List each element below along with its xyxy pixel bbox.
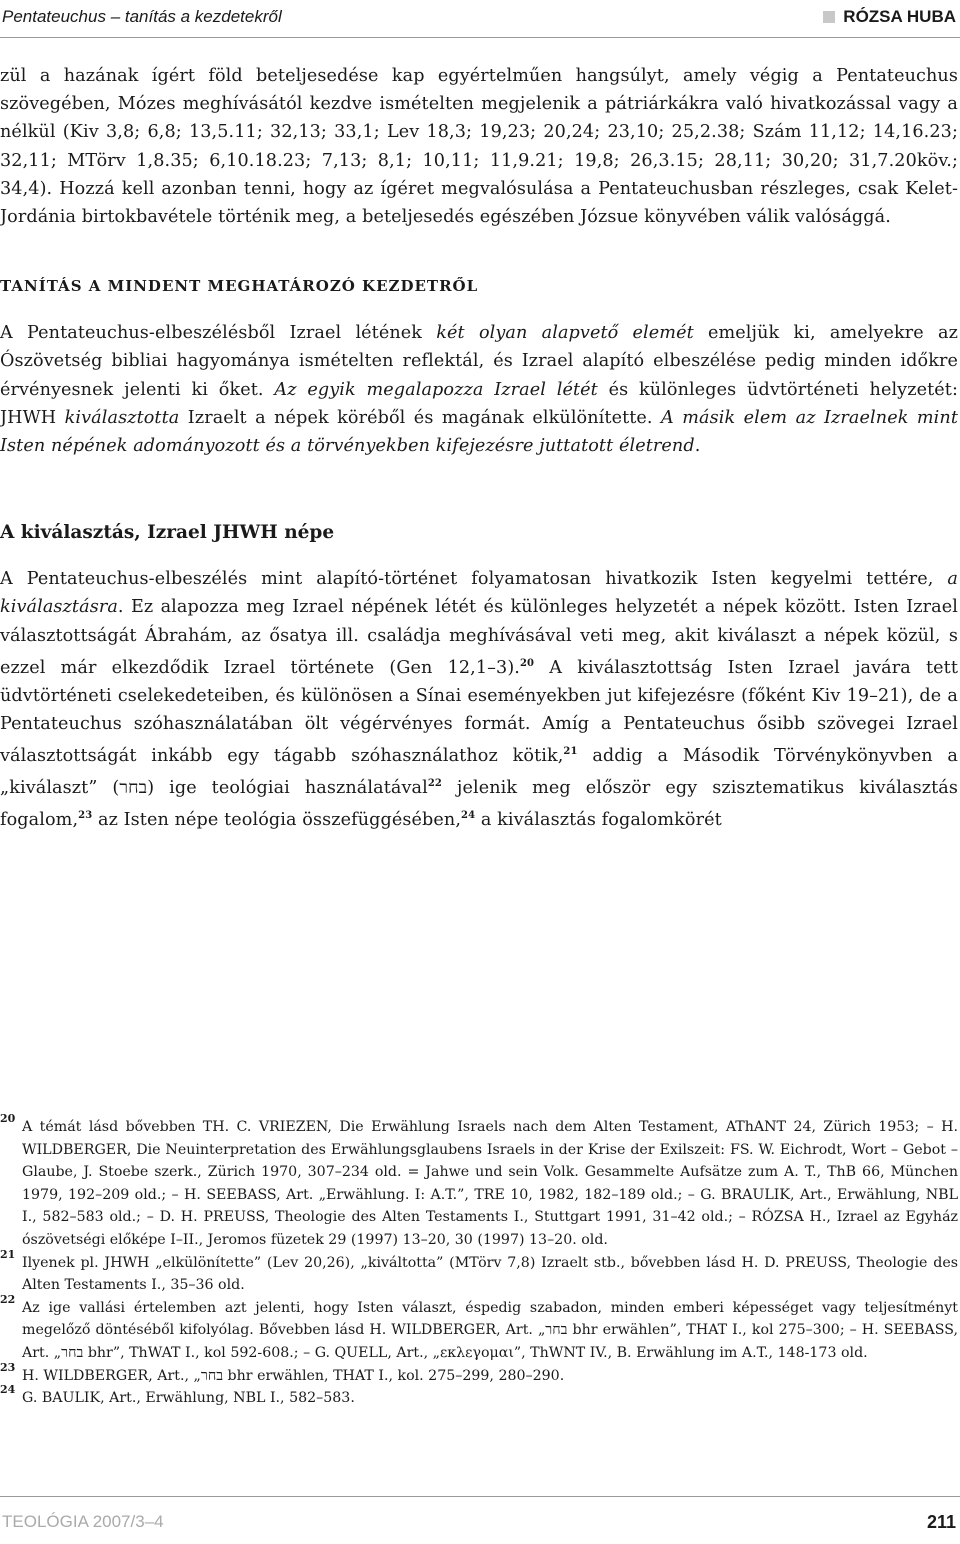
running-head xyxy=(0,0,960,38)
emphasis: két olyan alapvető elemét xyxy=(436,323,694,344)
square-icon xyxy=(823,11,835,23)
footnote-ref[interactable]: 20 xyxy=(520,657,535,669)
footnote-number: 20 xyxy=(0,1112,16,1125)
footnote-23 xyxy=(0,1360,958,1388)
author-name: RÓZSA HUBA xyxy=(843,7,956,26)
footnote-text: A témát lásd bővebben TH. C. VRIEZEN, Die Erwählung Israels nach dem Alten Testament, AThANT 24, Zürich 1953; – H. WILDBERGER, Die Neuinterpretation des Erwählungsglaubens Israels in der Krise der Exilszeit: FS. W. Eichrodt, Wort – Gebot – Glaube, J. Stoebe szerk., Zürich 1970, 307–234 old. = Jahwe und sein Volk. Gesammelte Aufsätze zum A. T., ThB 66, München 1979, 192–209 old.; – H. SEEBASS, Art. „Erwählung. I: A.T.”, TRE 10, 1982, 182–189 old.; – G. BRAULIK, Art., Erwählung, NBL I., 582–583 old.; – D. H. PREUSS, Theologie des Alten Testaments I., Stuttgart 1991, 31–42 old.; – RÓZSA H., Izrael az Egyház ószövetségi előképe I–II., Jeromos füzetek 29 (1997) 13–20, 30 (1997) 13–20. old. xyxy=(22,1119,958,1248)
footer-divider xyxy=(0,1496,960,1497)
text-run: addig a Második Törvénykönyvben a „kiválaszt” (בחר) ige teológiai használatával xyxy=(0,746,958,799)
text-run: A Pentateuchus-elbeszélésből Izrael létének xyxy=(0,323,437,344)
footnote-ref[interactable]: 23 xyxy=(78,810,93,822)
journal-issue: TEOLÓGIA 2007/3–4 xyxy=(2,1512,164,1531)
text-run: . Ez alapozza meg Izrael népének létét és különleges helyzetét a népek között. Isten Izrael választottságát Ábrahám, az ősatya ill. családja meghívásával veti meg, akit kiválaszt a népek közül, s ezzel már elkezdődik Izrael története (Gen 12,1–3). xyxy=(0,597,958,678)
footnote-21 xyxy=(0,1247,958,1297)
text-run: a kiválasztás fogalomkörét xyxy=(475,810,722,831)
footnote-ref[interactable]: 21 xyxy=(563,746,578,758)
text-run: emeljük ki, amelyekre az Ószövetség bibliai hagyománya ismételten reflektál, és Izrael alapító elbeszélése pedig minden időkre érvényesnek jelenti ki őket. xyxy=(0,323,958,400)
paragraph-teaching xyxy=(0,319,958,460)
footnote-number: 23 xyxy=(0,1360,16,1374)
page-footer xyxy=(0,1496,960,1544)
section-heading: TANÍTÁS A MINDENT MEGHATÁROZÓ KEZDETRŐL xyxy=(0,277,479,296)
running-head-author xyxy=(823,7,956,27)
text-run: A kiválasztottság Isten Izrael javára tett üdvtörténeti cselekedeteiben, és különösen a Sínai eseményekben jut kifejezésre (főként Kiv 19–21), de a Pentateuchus szóhasználatában ölt végérvényes formát. Amíg a Pentateuchus ősibb szövegei Izrael választottságát inkább egy tágabb szóhasználathoz kötik, xyxy=(0,657,959,767)
footnote-text: Ilyenek pl. JHWH „elkülönítette” (Lev 20,26), „kiváltotta” (MTörv 7,8) Izraelt stb., bővebben lásd H. D. PREUSS, Theologie des Alten Testaments I., 35–36 old. xyxy=(22,1254,958,1294)
footnote-number: 22 xyxy=(0,1292,16,1306)
subsection-heading: A kiválasztás, Izrael JHWH népe xyxy=(0,522,335,544)
header-divider xyxy=(0,37,960,38)
running-head-title: Pentateuchus – tanítás a kezdetekről xyxy=(2,7,282,26)
emphasis: kiválasztotta xyxy=(64,407,180,428)
page-number: 211 xyxy=(926,1512,956,1532)
main-text xyxy=(0,62,958,835)
footnote-ref[interactable]: 24 xyxy=(461,810,476,822)
paragraph-election xyxy=(0,565,958,834)
emphasis: a kiválasztásra xyxy=(0,569,958,618)
footnote-22 xyxy=(0,1292,958,1365)
footnote-text: H. WILDBERGER, Art., „בחר bhr erwählen, THAT I., kol. 275–299, 280–290. xyxy=(22,1367,565,1384)
footnote-number: 24 xyxy=(0,1383,16,1397)
text-run: és különleges üdvtörténeti helyzetét: JHWH xyxy=(0,379,958,428)
emphasis: A másik elem az Izraelnek mint Isten népének adományozott és a törvényekben kifejezésre juttatott életrend xyxy=(0,407,958,457)
footnote-text: G. BAULIK, Art., Erwählung, NBL I., 582–583. xyxy=(22,1390,355,1407)
text-run: Izraelt a népek köréből és magának elkülönítette. xyxy=(179,407,662,428)
paragraph-continuation: zül a hazának ígért föld beteljesedése kap egyértelműen hangsúlyt, amely végig a Pentateuchus szövegében, Mózes meghívásától kezdve ismételten megjelenik a pátriárkákra való hivatkozással vagy a nélkül (Kiv 3,8; 6,8; 13,5.11; 32,13; 33,1; Lev 18,3; 19,23; 20,24; 23,10; 25,2.38; Szám 11,12; 14,16.23; 32,11; MTörv 1,8.35; 6,10.18.23; 7,13; 8,1; 10,11; 11,9.21; 19,8; 26,3.15; 28,11; 30,20; 31,7.20köv.; 34,4). Hozzá kell azonban tenni, hogy az ígéret megvalósulása a Pentateuchusban részleges, csak Kelet-Jordánia birtokbavétele történik meg, a beteljesedés egészében Józsue könyvében válik valósággá. xyxy=(0,66,958,228)
text-run: A Pentateuchus-elbeszélés mint alapító-történet folyamatosan hivatkozik Isten kegyelmi tettére, xyxy=(0,569,948,590)
text-run: az Isten népe teológia összefüggésében, xyxy=(92,810,462,831)
text-run: jelenik meg először egy szisztematikus kiválasztás fogalom, xyxy=(0,778,958,831)
footnote-24 xyxy=(0,1383,958,1410)
footnote-20 xyxy=(0,1112,958,1252)
footnote-text: Az ige vallási értelemben azt jelenti, hogy Isten választ, éspedig szabadon, minden emberi képességet vagy teljesítményt megelőző döntéséből kifolyólag. Bővebben lásd H. WILDBERGER, Art. „בחר bhr erwählen”, THAT I., kol 275–300; – H. SEEBASS, Art. „בחר bhr”, ThWAT I., kol 592-608.; – G. QUELL, Art., „εκλεγομαι”, ThWNT IV., B. Erwählung im A.T., 148-173 old. xyxy=(22,1299,958,1361)
text-run: . xyxy=(694,436,701,457)
footnote-ref[interactable]: 22 xyxy=(427,778,442,790)
footnote-number: 21 xyxy=(0,1247,16,1261)
footnotes xyxy=(0,1112,958,1410)
emphasis: Az egyik megalapozza Izrael létét xyxy=(274,379,598,400)
